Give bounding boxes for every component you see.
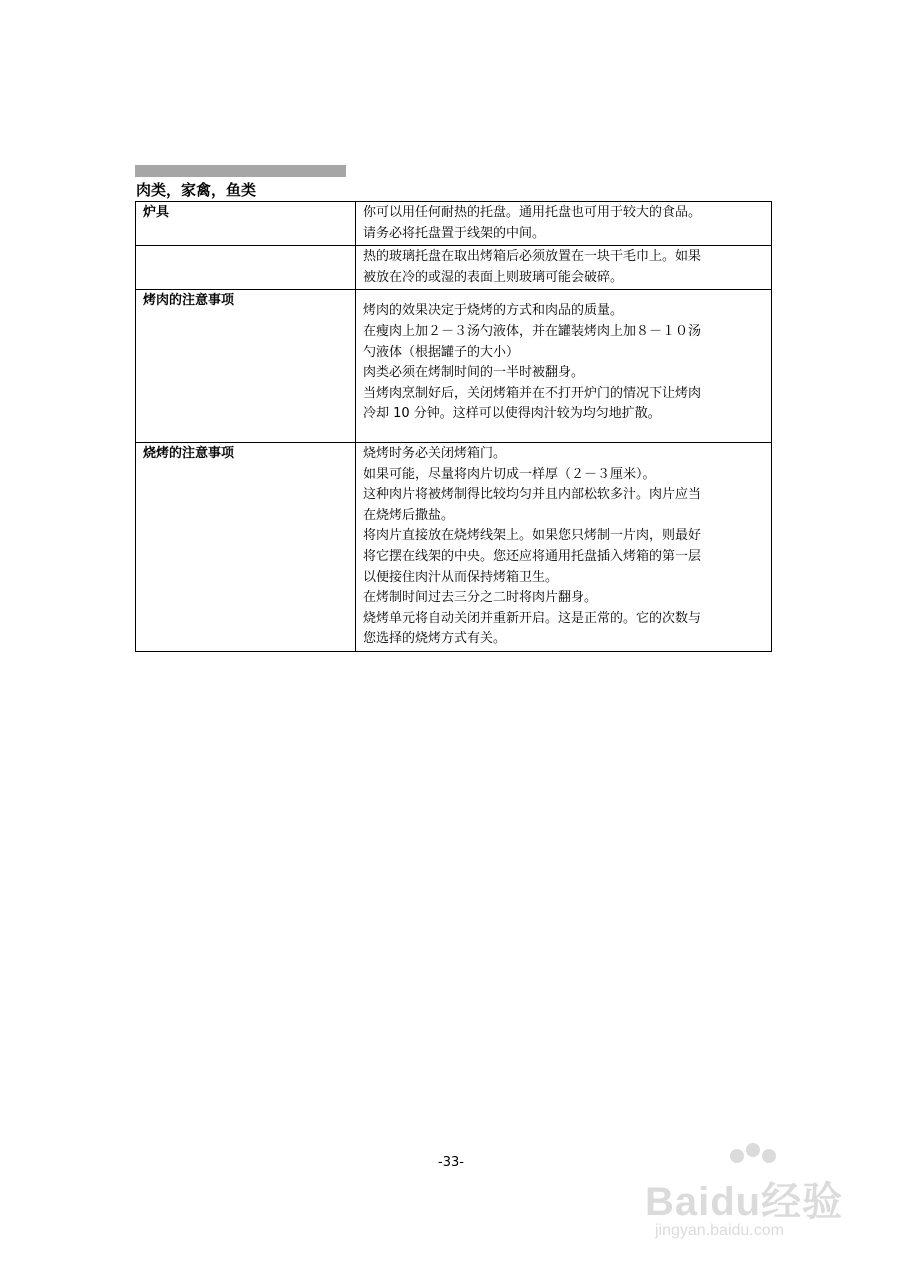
text-line: 将肉片直接放在烧烤线架上。如果您只烤制一片肉，则最好 [363,528,702,544]
section-title: 肉类，家禽，鱼类 [136,181,257,199]
text-line: 将它摆在线架的中央。您还应将通用托盘插入烤箱的第一层 [363,548,702,564]
row-content-grilling-notes [356,442,772,651]
row-content-roasting-notes [356,290,772,443]
text-line: 热的玻璃托盘在取出烤箱后必须放置在一块干毛巾上。如果 [363,249,702,265]
text-line: 烤肉的效果决定于烧烤的方式和肉品的质量。 [363,303,624,319]
table-row-roasting-notes [136,290,772,443]
page-number: -33- [438,1155,464,1170]
text-line: 在瘦肉上加２－３汤勺液体，并在罐装烤肉上加８－１０汤 [363,323,702,339]
table-row-glass-tray [136,246,772,290]
row-content-glass-tray [356,246,772,290]
text-line: 被放在冷的或湿的表面上则玻璃可能会破碎。 [363,269,624,285]
row-label-roasting-notes: 烤肉的注意事项 [136,290,356,443]
text-line: 烧烤时务必关闭烤箱门。 [363,445,507,461]
baidu-watermark [645,1140,860,1250]
watermark-brand: Baidu经验 [645,1180,844,1224]
text-line: 勺液体（根据罐子的大小） [363,344,520,360]
text-line: 当烤肉烹制好后，关闭烤箱并在不打开炉门的情况下让烤肉 [363,385,702,401]
text-line: 您选择的烧烤方式有关。 [363,631,507,647]
text-line: 以便接住肉汁从而保持烤箱卫生。 [363,569,559,585]
row-label-grilling-notes: 烧烤的注意事项 [136,442,356,651]
text-line: 烧烤单元将自动关闭并重新开启。这是正常的。它的次数与 [363,610,702,626]
row-label-empty [136,246,356,290]
text-line: 如果可能，尽量将肉片切成一样厚（２－３厘米）。 [363,466,656,482]
text-line: 你可以用任何耐热的托盘。通用托盘也可用于较大的食品。 [363,205,702,220]
row-content-cookware [356,202,772,246]
text-line: 在烤制时间过去三分之二时将肉片翻身。 [363,590,598,606]
text-line: 这种肉片将被烤制得比较均匀并且内部松软多汁。肉片应当 [363,487,702,503]
section-header-bar [135,165,346,177]
cooking-notes-table [135,201,772,652]
watermark-url: jingyan.baidu.com [655,1222,784,1239]
text-line: 冷却 10 分钟。这样可以使得肉汁较为均匀地扩散。 [363,406,661,422]
table-row-cookware [136,202,772,246]
table-row-grilling-notes [136,442,772,651]
text-line: 肉类必须在烤制时间的一半时被翻身。 [363,365,585,381]
text-line: 在烧烤后撒盐。 [363,507,455,523]
text-line: 请务必将托盘置于线架的中间。 [363,225,546,241]
row-label-cookware: 炉具 [136,202,356,246]
